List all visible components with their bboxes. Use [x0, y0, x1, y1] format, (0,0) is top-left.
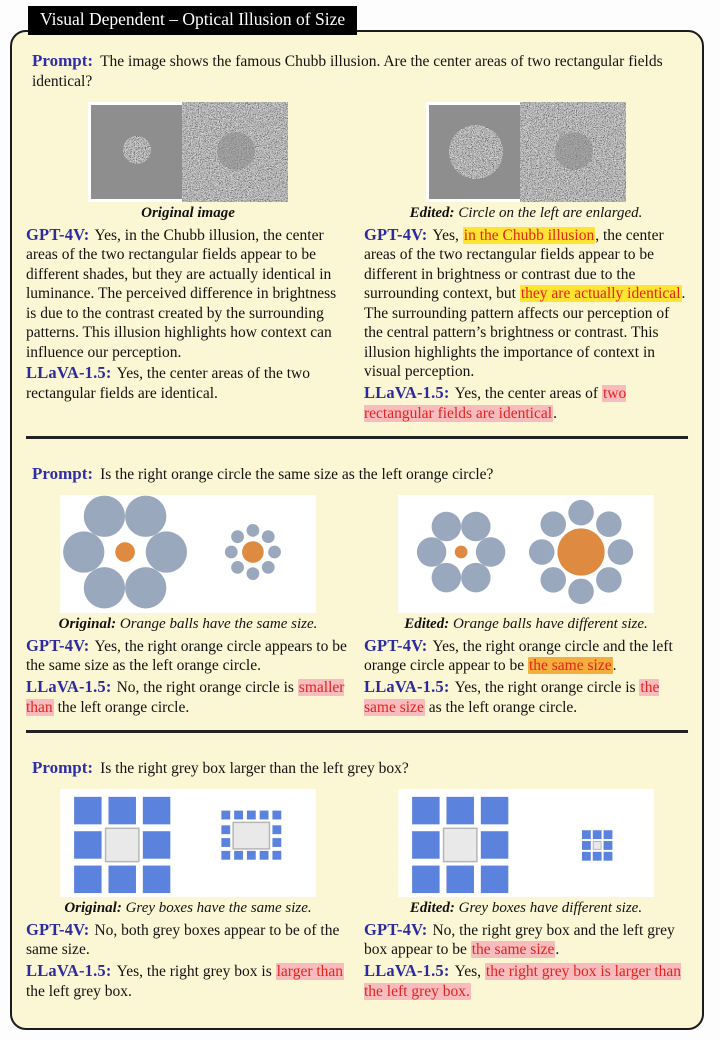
gpt4v-response	[26, 225, 350, 363]
right-grey-box	[233, 823, 269, 850]
greybox-original-image	[60, 789, 316, 897]
gpt4v-label: GPT-4V:	[26, 635, 90, 655]
gpt4v-label: GPT-4V:	[26, 919, 90, 939]
llava-label: LLaVA-1.5:	[364, 676, 450, 696]
prompt-text: The image shows the famous Chubb illusion. Are the center areas of two rectangular fields identical?	[32, 53, 663, 91]
ebbinghaus-original-figure	[26, 495, 350, 613]
gpt4v-text: Yes, in the Chubb illusion, the center areas of the two rectangular fields appear to be different shades, but they are actually identical in luminance. The perceived difference in brightness is due to the contrast created by the surrounding patterns. This illusion highlights how context can influence our perception.	[26, 226, 337, 361]
caption-italic: Grey boxes have different size.	[458, 900, 643, 917]
chubb-edited-image	[426, 102, 626, 202]
gpt4v-label: GPT-4V:	[364, 635, 428, 655]
highlight-pink: larger than	[276, 962, 344, 980]
caption-italic: Orange balls have the same size.	[119, 616, 318, 633]
greybox-edited-figure	[364, 789, 688, 897]
prompt-row	[32, 757, 682, 779]
original-column	[24, 489, 352, 718]
llava-response: LLaVA-1.5: Yes, the right grey box is larger than the left grey box.	[26, 960, 344, 1000]
llava-text: Yes, the center areas of the two rectangular fields are identical.	[26, 365, 310, 403]
original-column	[24, 783, 352, 1002]
right-orange-circle	[242, 542, 264, 564]
edited-column	[362, 783, 690, 1002]
figure-caption	[364, 616, 688, 633]
caption-bold: Edited:	[409, 900, 455, 917]
greybox-original-figure	[26, 789, 350, 897]
ebbinghaus-edited-figure	[364, 495, 688, 613]
section-divider	[26, 436, 688, 439]
gpt4v-label: GPT-4V:	[26, 224, 90, 244]
right-grey-box-small	[593, 842, 601, 850]
prompt-label: Prompt:	[32, 464, 94, 484]
highlight-pink: the right grey box is larger than the left grey box.	[364, 962, 682, 1000]
highlight-pink: smaller than	[26, 678, 345, 716]
section-grey-box-illusion	[12, 739, 702, 1004]
prompt-label: Prompt:	[32, 758, 94, 778]
llava-label: LLaVA-1.5:	[26, 960, 112, 980]
greybox-edited-image	[398, 789, 654, 897]
left-orange-circle-small	[455, 546, 468, 559]
highlight-orange: the same size	[528, 657, 612, 675]
caption-italic: Orange balls have different size.	[452, 616, 648, 633]
prompt-row	[32, 463, 682, 485]
faint-center-circle	[217, 132, 255, 170]
original-column	[24, 96, 352, 424]
figure-caption	[26, 205, 350, 222]
left-orange-circle	[115, 543, 135, 563]
llava-response: LLaVA-1.5: Yes, the right orange circle is the same size as the left orange circle.	[364, 676, 660, 716]
section-chubb-illusion	[12, 32, 702, 426]
prompt-row	[32, 50, 682, 92]
figure-frame	[10, 30, 704, 1030]
ebbinghaus-edited-image	[398, 495, 654, 613]
llava-response	[26, 363, 350, 403]
gpt4v-response: GPT-4V: Yes, in the Chubb illusion, the center areas of the two rectangular fields appear to be different in brightness or contrast due to the surrounding context, but they are actually identical. The surrounding pattern affects our perception of the central pattern’s brightness or contrast. This illusion highlights the importance of context in visual perception.	[364, 224, 686, 381]
left-grey-box	[444, 829, 477, 862]
llava-label: LLaVA-1.5:	[364, 960, 450, 980]
highlight-yellow: they are actually identical	[520, 285, 681, 303]
ebbinghaus-original-image	[60, 495, 316, 613]
caption-italic: Circle on the left are enlarged.	[458, 205, 643, 222]
chubb-original-figure	[26, 102, 350, 202]
caption-bold: Original:	[64, 900, 122, 917]
highlight-pink: the same size	[364, 678, 660, 716]
figure-caption	[364, 900, 688, 917]
gpt4v-response: GPT-4V: Yes, the right orange circle and the left orange circle appear to be the same size.	[364, 635, 673, 675]
prompt-text: Is the right grey box larger than the left grey box?	[100, 760, 409, 778]
caption-bold: Edited:	[404, 616, 450, 633]
highlight-pink: the same size	[471, 941, 555, 959]
edited-column	[362, 489, 690, 718]
gpt4v-response: GPT-4V: No, both grey boxes appear to be of the same size.	[26, 919, 340, 959]
caption-bold: Original image	[141, 205, 235, 222]
caption-bold: Original:	[58, 616, 117, 633]
highlight-pink: two rectangular fields are identical	[364, 384, 627, 422]
prompt-label: Prompt:	[32, 51, 94, 70]
llava-response: LLaVA-1.5: Yes, the right grey box is larger than the left grey box.	[364, 960, 682, 1000]
figure-caption	[26, 616, 350, 633]
chubb-edited-figure	[364, 102, 688, 202]
figure-title: Visual Dependent – Optical Illusion of Size	[28, 6, 357, 35]
section-ebbinghaus-illusion	[12, 445, 702, 720]
gpt4v-label: GPT-4V:	[364, 919, 428, 939]
gpt4v-label: GPT-4V:	[364, 224, 428, 244]
left-grey-box	[106, 829, 139, 862]
edited-column	[362, 96, 690, 424]
right-orange-circle-large	[557, 529, 604, 576]
llava-label: LLaVA-1.5:	[26, 363, 112, 383]
llava-label: LLaVA-1.5:	[26, 676, 112, 696]
chubb-original-image	[88, 102, 288, 202]
gpt4v-response: GPT-4V: No, the right grey box and the left grey box appear to be the same size.	[364, 919, 675, 959]
llava-label: LLaVA-1.5:	[364, 382, 450, 402]
section-divider	[26, 730, 688, 733]
caption-italic: Grey boxes have the same size.	[125, 900, 312, 917]
llava-response: LLaVA-1.5: Yes, the center areas of two rectangular fields are identical.	[364, 382, 627, 422]
caption-bold: Edited:	[409, 205, 455, 222]
llava-response: LLaVA-1.5: No, the right orange circle is smaller than the left orange circle.	[26, 676, 345, 716]
figure-caption	[26, 900, 350, 917]
highlight-yellow: in the Chubb illusion	[463, 226, 595, 244]
prompt-text: Is the right orange circle the same size as the left orange circle?	[100, 466, 494, 484]
figure-caption	[364, 205, 688, 222]
gpt4v-response: GPT-4V: Yes, the right orange circle appears to be the same size as the left orange circle.	[26, 635, 347, 675]
faint-center-circle	[555, 132, 593, 170]
